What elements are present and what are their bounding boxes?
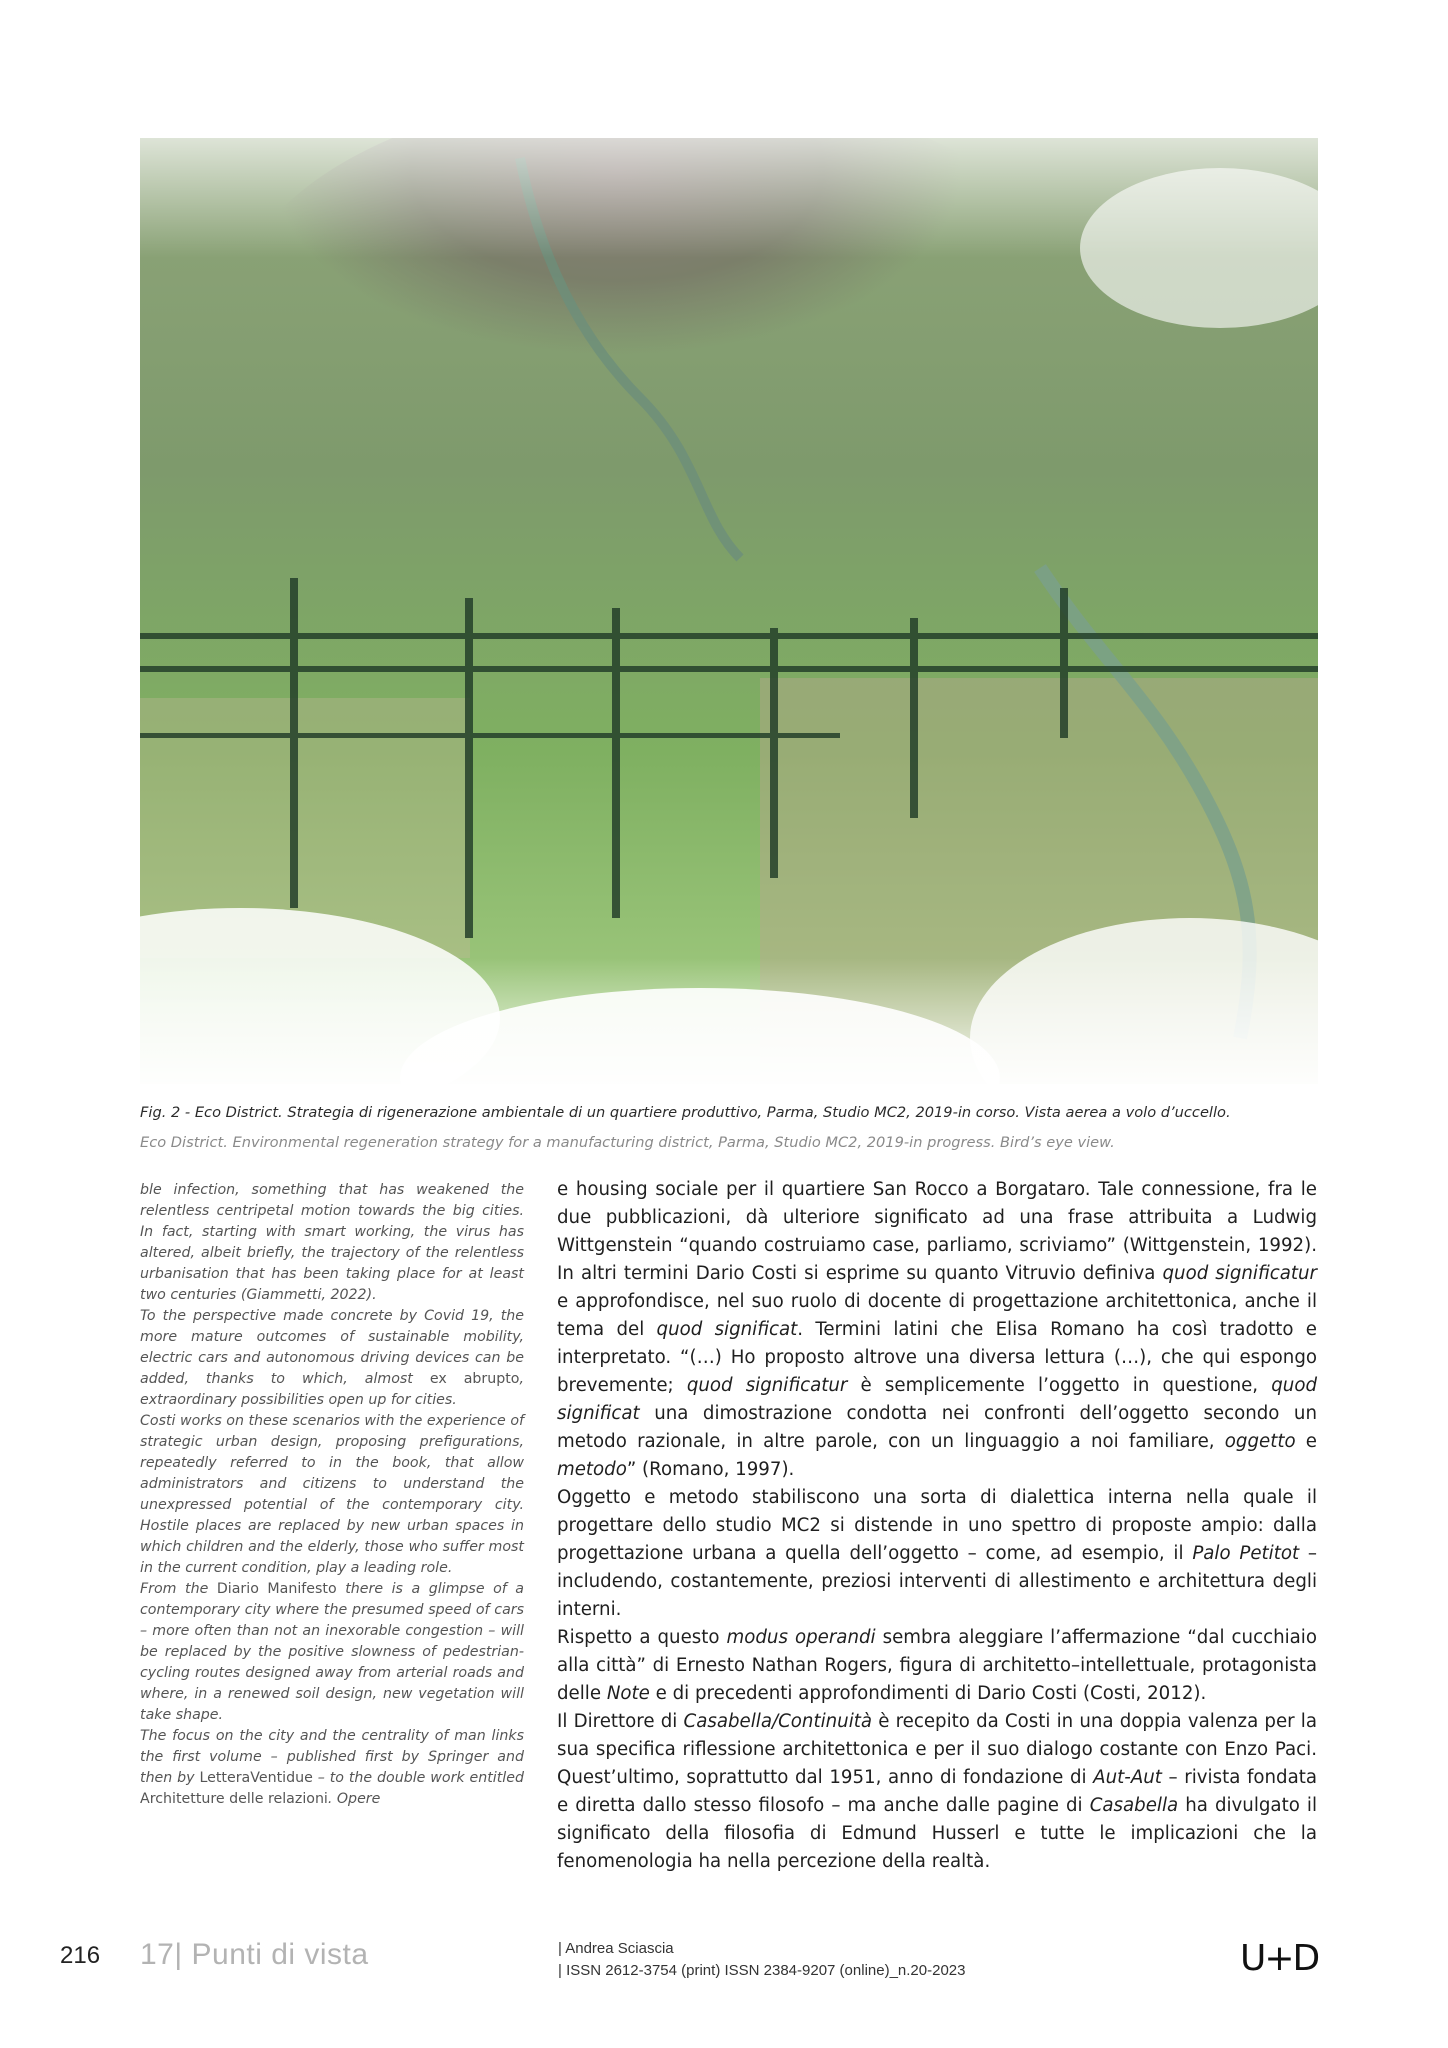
page-number: 216: [60, 1942, 101, 1969]
paragraph: e housing sociale per il quartiere San Rocco a Borgataro. Tale connessione, fra le due pubblicazioni, dà ulteriore significato ad una frase attribuita a Ludwig Wittgenstein “quando costruiamo case, parliamo, scriviamo” (Wittgenstein, 1992). In altri termini Dario Costi si esprime su quanto Vitruvio definiva quod significatur e approfondisce, nel suo ruolo di docente di progettazione architettonica, anche il tema del quod significat. Termini latini che Elisa Romano ha così tradotto e interpretato. “(…) Ho proposto altrove una diversa lettura (…), che qui espongo brevemente; quod significatur è semplicemente l’oggetto in questione, quod significat una dimostrazione condotta nei confronti dell’oggetto secondo un metodo razionale, in altre parole, con un linguaggio a noi familiare, oggetto e metodo” (Romano, 1997).: [557, 1179, 1317, 1480]
paragraph: The focus on the city and the centrality of man links the first volume – published first by Springer and then by LetteraVentidue – to the double work entitled Architetture delle relazioni. Opere: [140, 1728, 524, 1807]
left-column-english: [140, 1180, 524, 1810]
author-line: | Andrea Sciascia: [558, 1940, 674, 1957]
aerial-view-figure: [140, 138, 1318, 1084]
paragraph: Il Direttore di Casabella/Continuità è recepito da Costi in una doppia valenza per la sua specifica riflessione architettonica e per il suo dialogo costante con Enzo Paci. Quest’ultimo, soprattutto dal 1951, anno di fondazione di Aut-Aut – rivista fondata e diretta dallo stesso filosofo – ma anche dalle pagine di Casabella ha divulgato il significato della filosofia di Edmund Husserl e tutte le implicazioni che la fenomenologia ha nella percezione della realtà.: [557, 1711, 1318, 1872]
paragraph: Costi works on these scenarios with the experience of strategic urban design, proposing prefigurations, repeatedly referred to in the book, that allow administrators and citizens to understand the unexpressed potential of the contemporary city. Hostile places are replaced by new urban spaces in which children and the elderly, those who suffer most in the current condition, play a leading role.: [140, 1413, 524, 1576]
paragraph: From the Diario Manifesto there is a glimpse of a contemporary city where the presumed speed of cars – more often than not an inexorable congestion – will be replaced by the positive slowness of pedestrian-cycling routes designed away from arterial roads and where, in a renewed soil design, new vegetation will take shape.: [140, 1581, 524, 1723]
paragraph: Oggetto e metodo stabiliscono una sorta di dialettica interna nella quale il progettare dello studio MC2 si distende in uno spettro di proposte ampio: dalla progettazione urbana a quella dell’oggetto – come, ad esempio, il Palo Petitot – includendo, costantemente, preziosi interventi di allestimento e architettura degli interni.: [557, 1487, 1317, 1620]
journal-logo: U+D: [1240, 1938, 1319, 1979]
issn-line: | ISSN 2612-3754 (print) ISSN 2384-9207 (online)_n.20-2023: [558, 1962, 966, 1979]
paragraph: ble infection, something that has weakened the relentless centripetal motion towards the big cities. In fact, starting with smart working, the virus has altered, albeit briefly, the trajectory of the relentless urbanisation that has been taking place for at least two centuries (Giammetti, 2022).: [140, 1182, 524, 1303]
paragraph: To the perspective made concrete by Covid 19, the more mature outcomes of sustainable mobility, electric cars and autonomous driving devices can be added, thanks to which, almost ex abrupto, extraordinary possibilities open up for cities.: [140, 1308, 524, 1408]
section-label: 17| Punti di vista: [140, 1938, 369, 1971]
page-footer: [0, 1938, 1448, 2008]
caption-english: Eco District. Environmental regeneration strategy for a manufacturing district, Parma, Studio MC2, 2019-in progress. Bird’s eye view.: [140, 1134, 1115, 1151]
paragraph: Rispetto a questo modus operandi sembra aleggiare l’affermazione “dal cucchiaio alla città” di Ernesto Nathan Rogers, figura di architetto–intellettuale, protagonista delle Note e di precedenti approfondimenti di Dario Costi (Costi, 2012).: [557, 1627, 1317, 1704]
caption-italian: Fig. 2 - Eco District. Strategia di rigenerazione ambientale di un quartiere produttivo, Parma, Studio MC2, 2019-in corso. Vista aerea a volo d’uccello.: [140, 1104, 1231, 1121]
right-column-italian: [557, 1176, 1317, 1876]
figure-caption: [140, 1098, 1330, 1158]
aerial-city-map-icon: [140, 138, 1318, 1084]
